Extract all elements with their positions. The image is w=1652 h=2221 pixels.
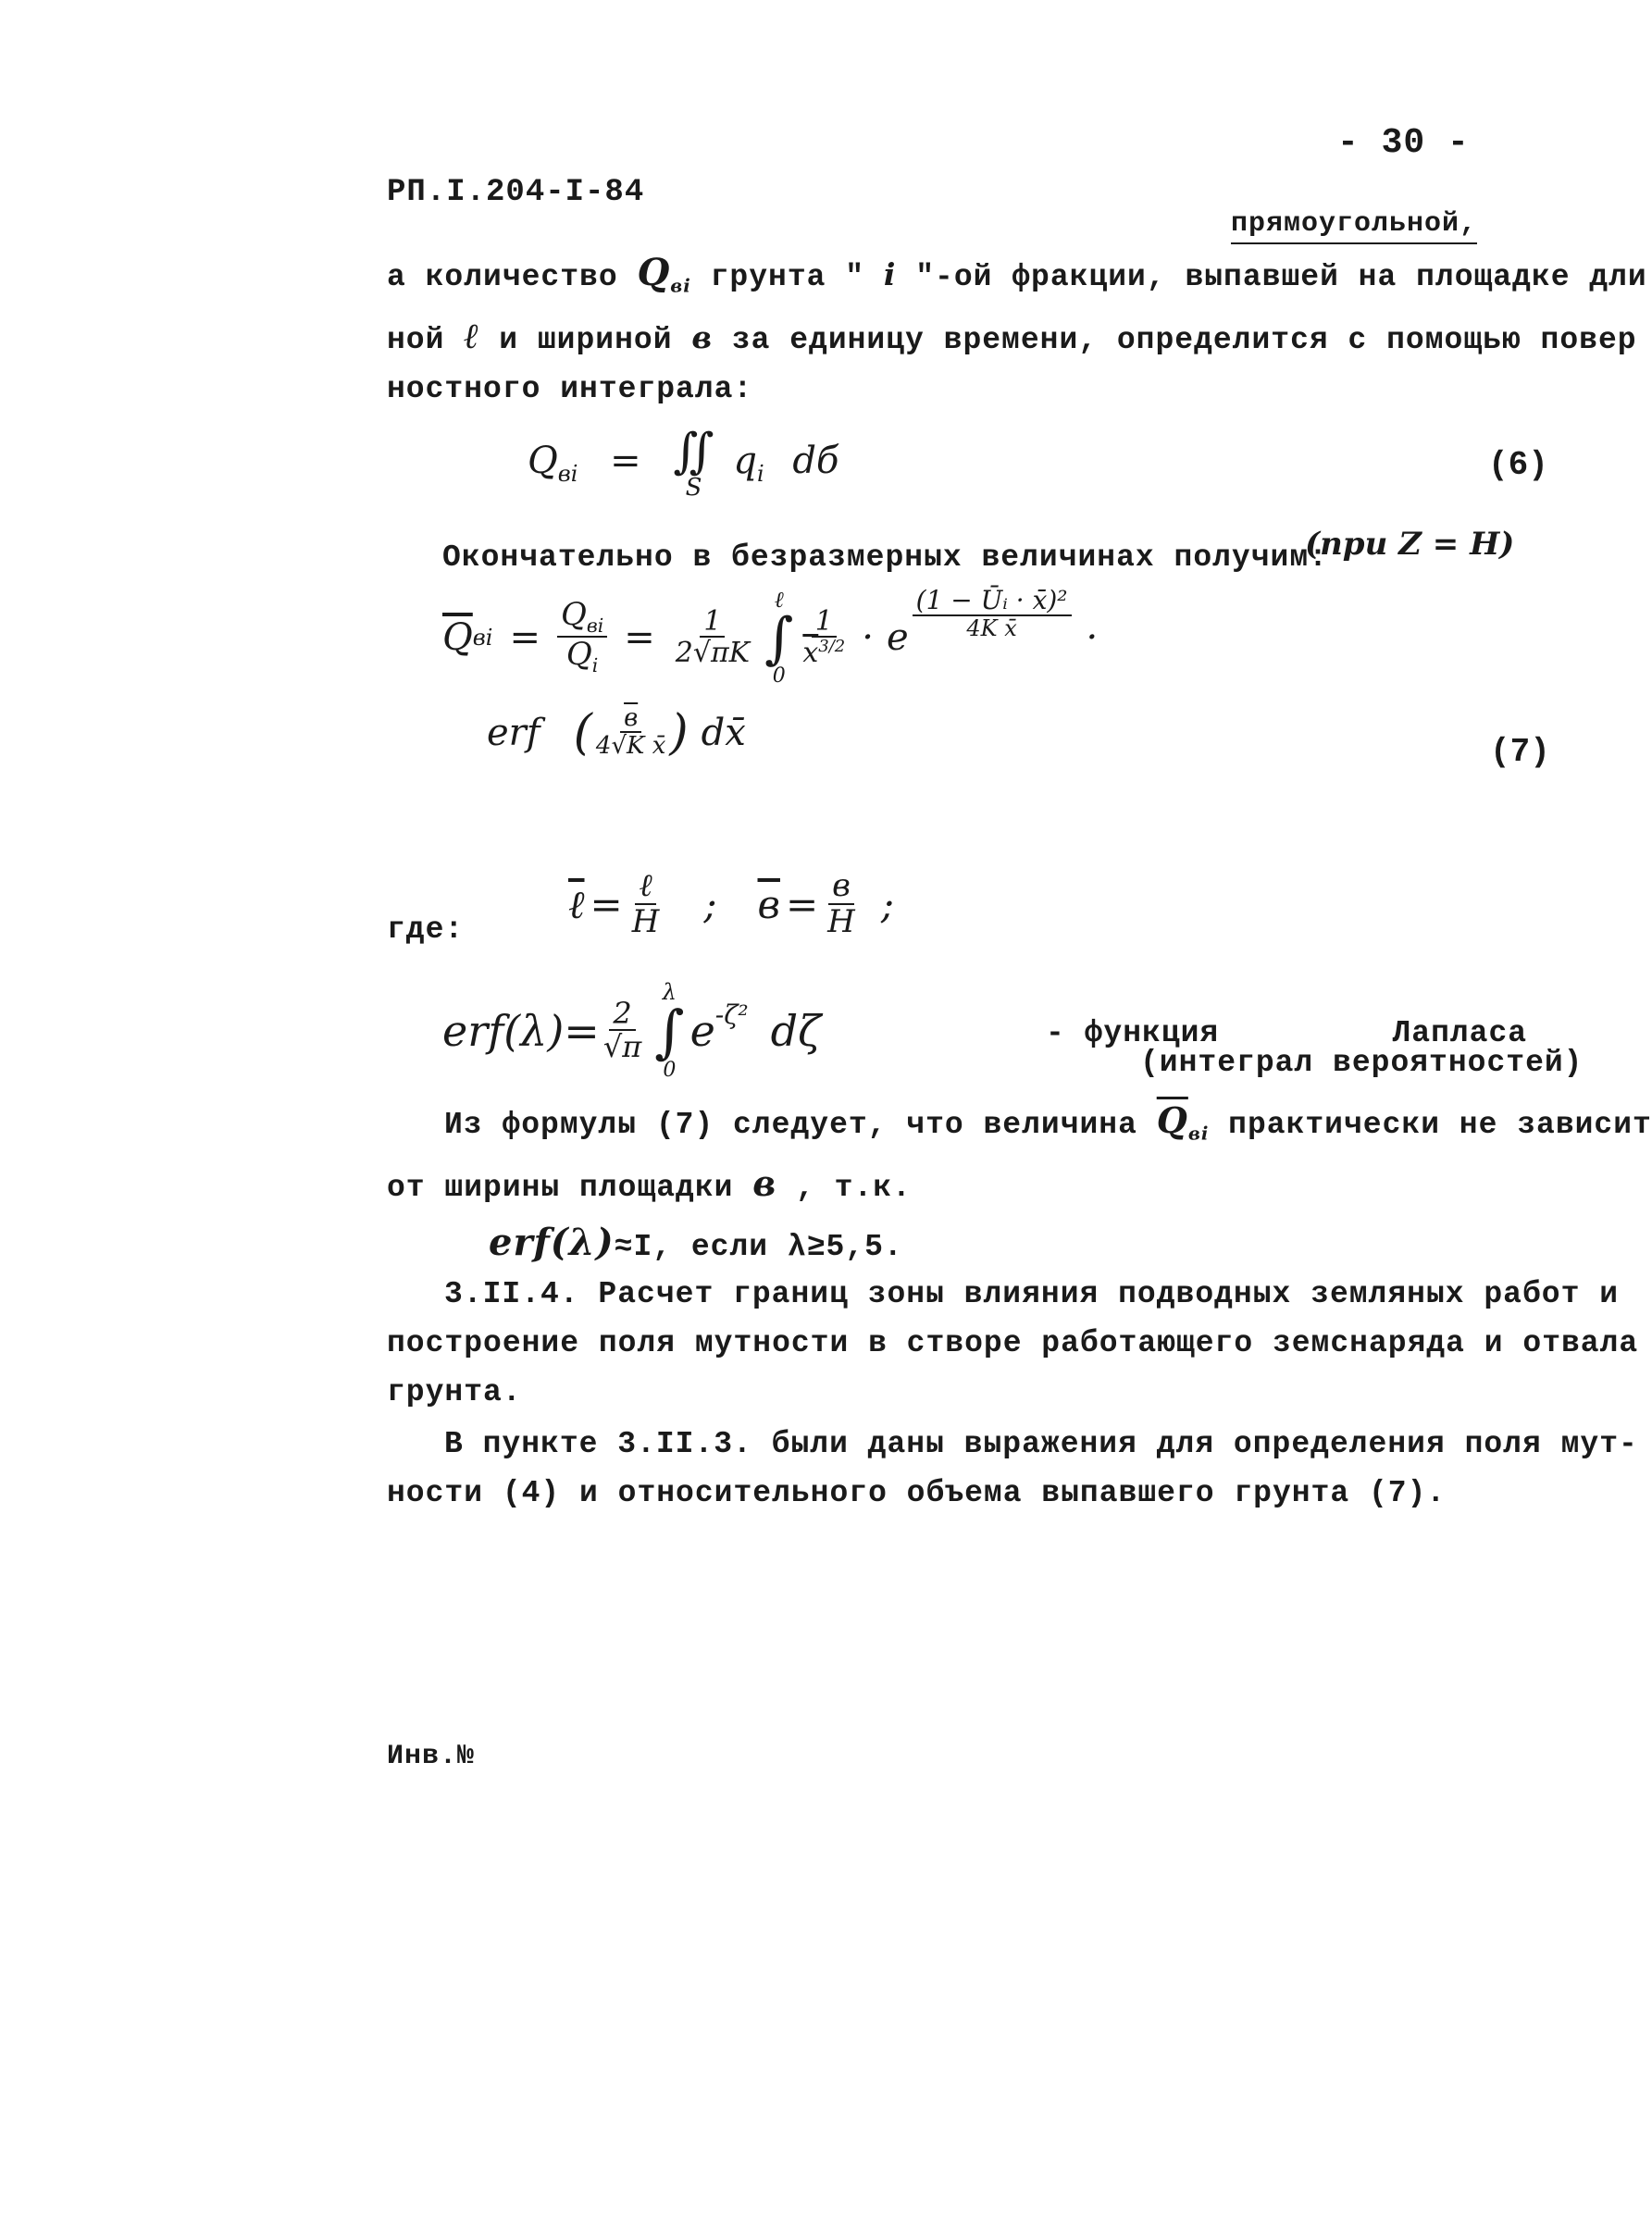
inventory-stamp: Инв.№ — [387, 1741, 476, 1772]
erf-description-1: - функция Лапласа — [1046, 1016, 1528, 1050]
page-number: - 30 - — [1337, 123, 1470, 163]
conclusion-line-3: erf(λ)≈I, если λ≥5,5. — [489, 1220, 903, 1264]
final-note: (при Z = H) — [1305, 526, 1515, 563]
intro-line-1: а количество $Q_{вi}$ грунта " i "-ой фракции, выпавшей на площадке дли — [387, 251, 1647, 297]
closing-line-1: В пункте 3.II.3. были даны выражения для определения поля мут- — [444, 1427, 1638, 1461]
where-definitions: ℓ = $\frac{\text{ℓ}}{H}$ ; в = $\frac{в}{H}$ ; — [568, 867, 894, 940]
inserted-note: прямоугольной, — [1231, 205, 1477, 244]
closing-line-2: ности (4) и относительного объема выпавшего грунта (7). — [387, 1476, 1447, 1510]
where-label: где: — [387, 912, 465, 947]
equation-7-line-1: $\overline{Q}$ вi = $\frac{Q_{вi}}{Q_i}$ = $\frac{1}{2√\pi K}$ ℓ ∫ 0 $\frac{1}{\overline{x}^{3/2}}$ · e $\frac{\text{(1 − Ūᵢ · x̄)²}}{\text{4K x̄}}$ · — [442, 585, 1099, 688]
final-text: Окончательно в безразмерных величинах получим: — [442, 540, 1328, 575]
equation-7-number: (7) — [1490, 733, 1550, 771]
document-code: РП.I.204-I-84 — [387, 175, 645, 210]
erf-description-2: (интеграл вероятностей) — [1140, 1046, 1584, 1080]
equation-7-line-2: erf ( $\frac{в}{\text{4√K x̄}}$ ) dx̄ — [487, 704, 746, 761]
section-heading — [387, 1270, 1639, 1417]
conclusion-line-2: от ширины площадки в , т.к. — [387, 1161, 912, 1205]
intro-line-2: ной ℓ и шириной в за единицу времени, определится с помощью повер — [387, 314, 1637, 357]
intro-line-3: ностного интеграла: — [387, 371, 753, 406]
closing-paragraph — [387, 1420, 1638, 1518]
section-line-1: 3.II.4. Расчет границ зоны влияния подводных земляных работ и — [444, 1277, 1619, 1311]
intro-paragraph — [387, 248, 1647, 414]
erf-definition: erf(λ)= $\frac{2}{√\pi}$ λ ∫ 0 e $^{-\zeta^2}$ dζ — [442, 979, 822, 1082]
section-line-3: грунта. — [387, 1375, 522, 1409]
conclusion-paragraph — [387, 1096, 1652, 1272]
conclusion-line-1: Из формулы (7) следует, что величина $\overline{Q}_{вi}$ практически не зависит — [444, 1099, 1652, 1145]
equation-6-number: (6) — [1488, 446, 1548, 484]
equation-6: $Q_{вi}$ = ∬ S $q_i$ dб — [528, 424, 839, 502]
section-line-2: построение поля мутности в створе работающего земснаряда и отвала — [387, 1326, 1639, 1360]
